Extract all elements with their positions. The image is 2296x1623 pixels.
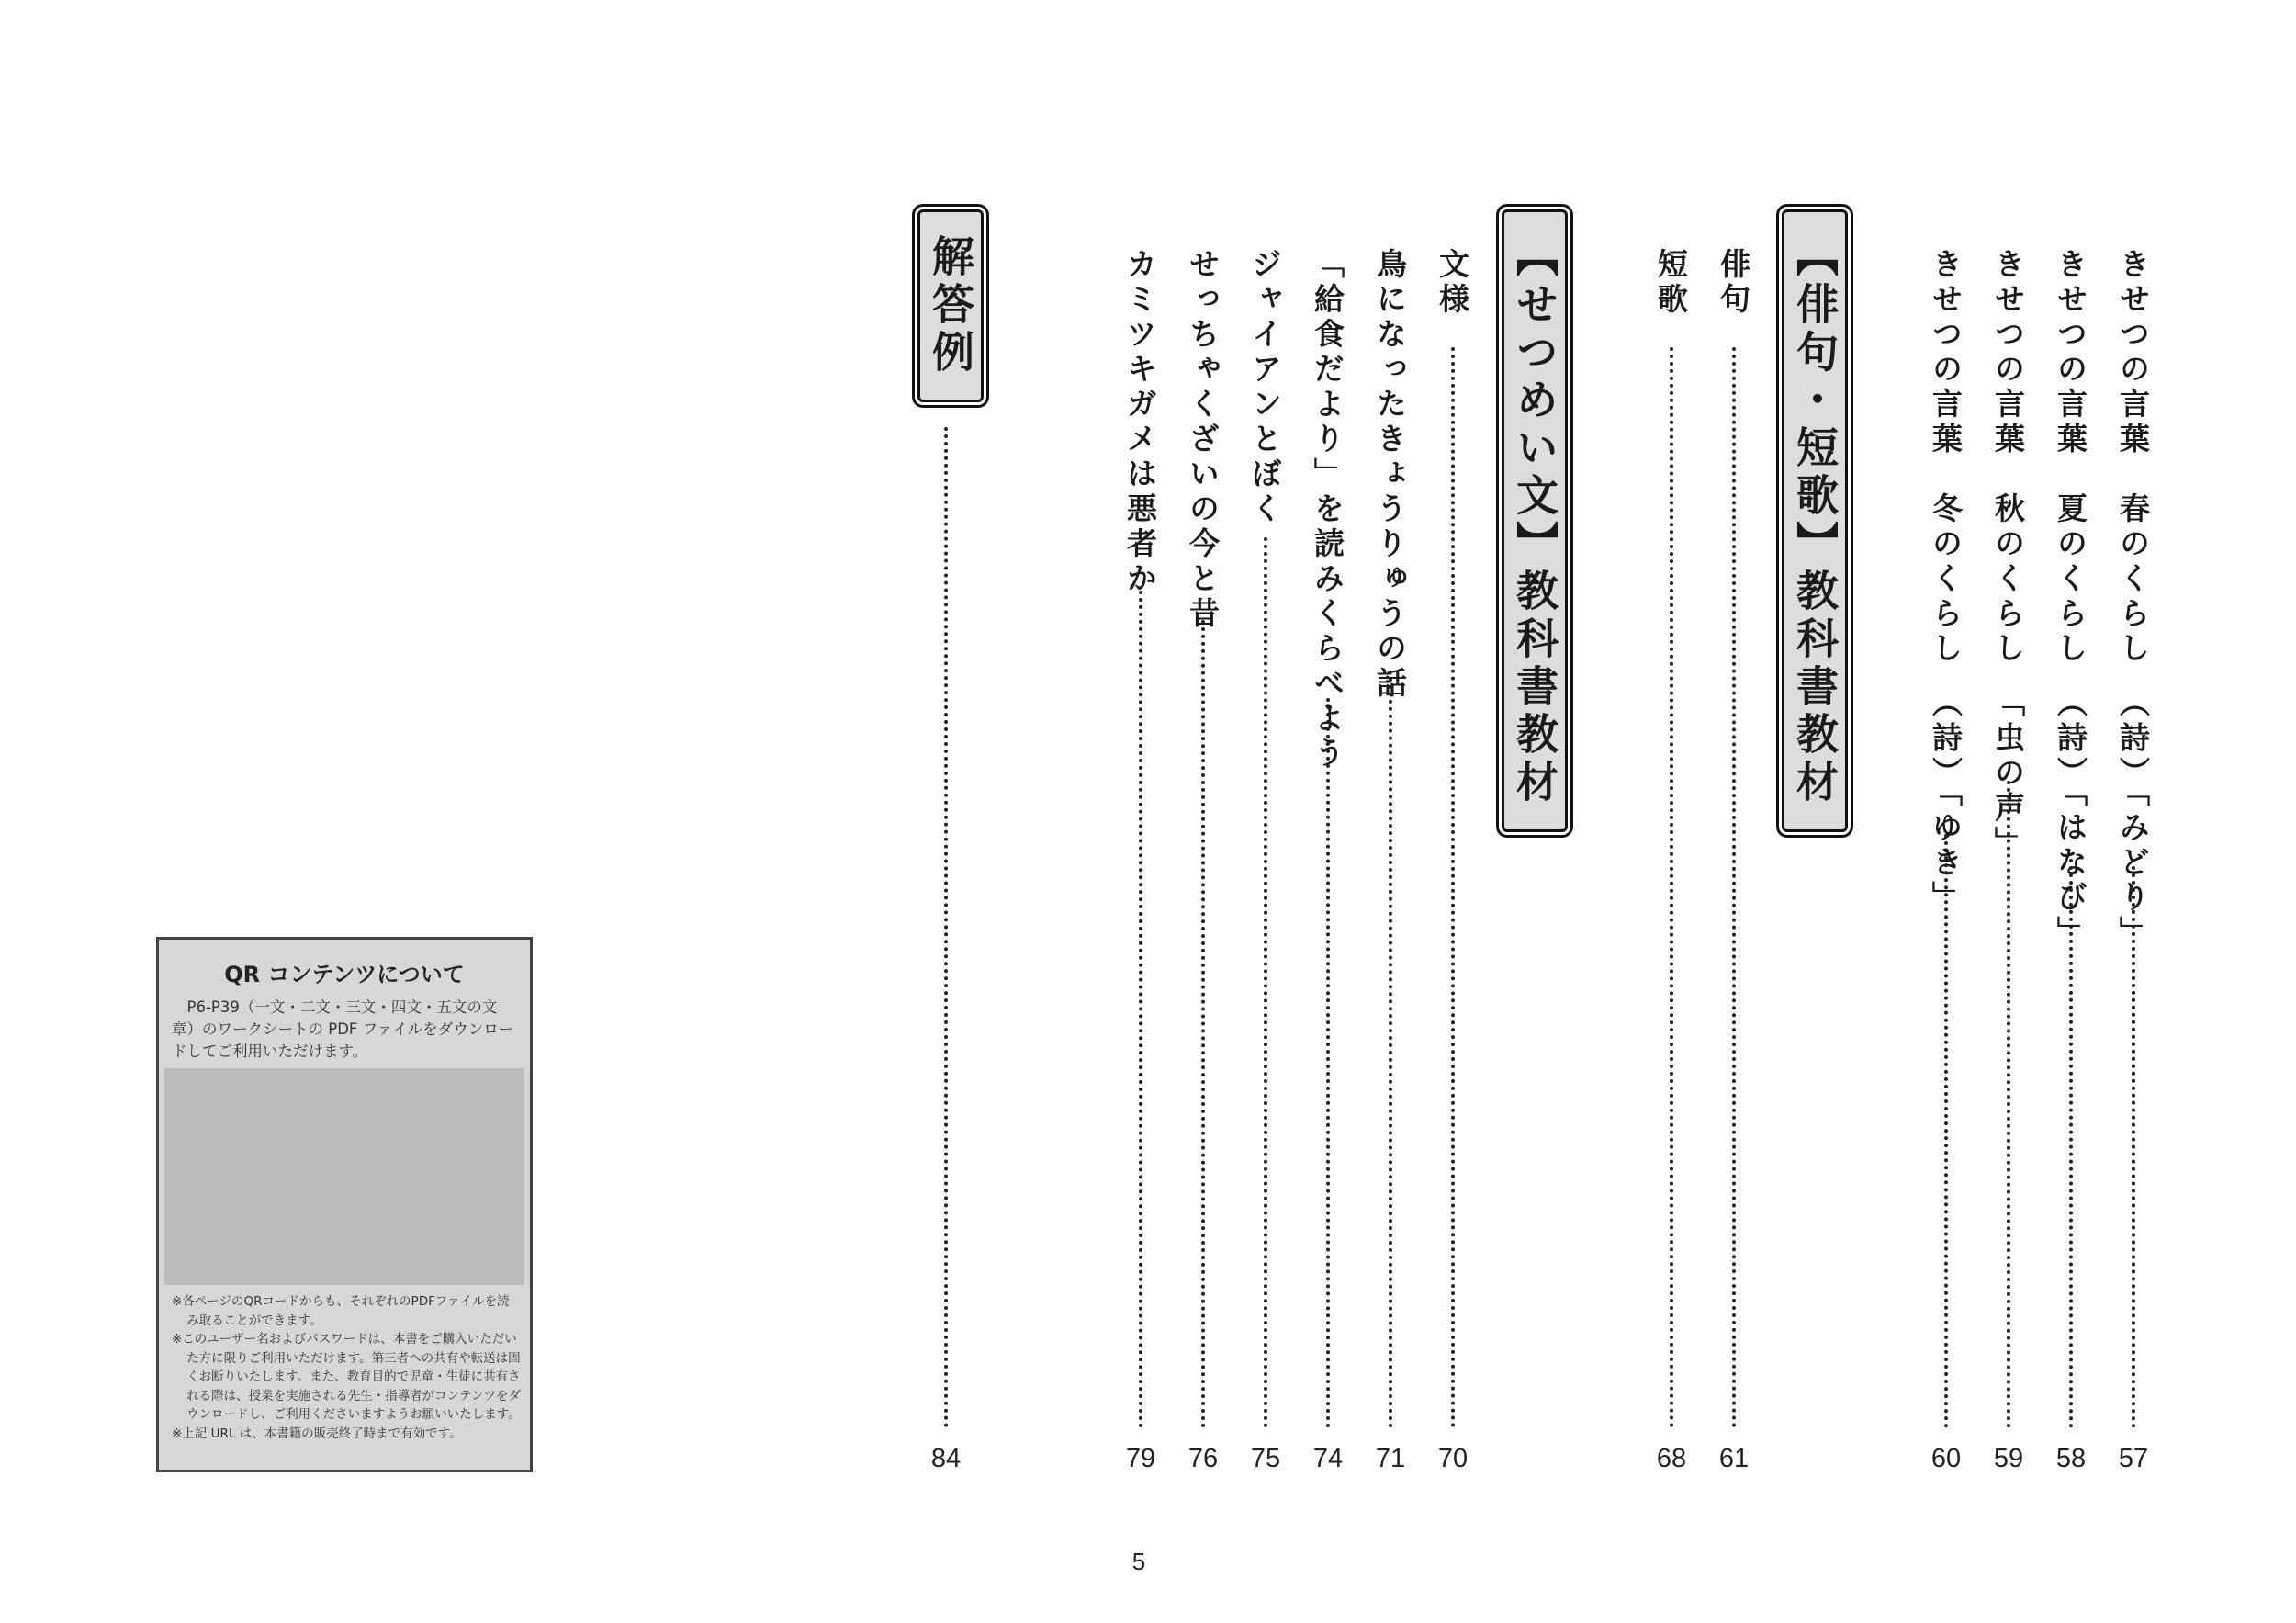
toc-page-number: 68	[1656, 1444, 1687, 1473]
dot-leader	[1944, 834, 1948, 1428]
page-number: 5	[1131, 1548, 1146, 1575]
toc-title-giant[interactable]: ジャイアンとぼく	[1247, 248, 1283, 527]
qr-note: ※このユーザー名およびパスワードは、本書をご購入いただいた方に限りご利用いただけます。第三者への共有や転送は固くお断りいたします。また、教育目的で児童・生徒に共有される際は、授業を実施される先生・指導者がコンテンツをダウンロードし、ご利用くださいますようお願いいたします。	[172, 1332, 522, 1422]
qr-contents-box	[156, 937, 533, 1472]
toc-title-adhesive[interactable]: せっちゃくざいの今と昔	[1185, 248, 1221, 632]
toc-page-number: 76	[1187, 1444, 1219, 1473]
dot-leader	[1732, 347, 1736, 1428]
dot-leader	[1201, 620, 1205, 1428]
toc-page-number: 59	[1993, 1444, 2024, 1473]
toc-title-winter[interactable]: きせつの言葉 冬のくらし （詩）「ゆき」	[1928, 248, 1964, 916]
toc-title-lunch-letter[interactable]: 「給食だより」を読みくらべよう	[1310, 248, 1345, 772]
dot-leader	[2007, 781, 2010, 1428]
toc-title-tanka[interactable]: 短歌	[1653, 248, 1689, 318]
toc-page-number: 79	[1125, 1444, 1156, 1473]
qr-image-placeholder	[164, 1068, 524, 1285]
dot-leader	[944, 427, 948, 1428]
dot-leader	[1389, 671, 1392, 1428]
toc-title-monyo[interactable]: 文様	[1435, 248, 1470, 318]
toc-page-number: 60	[1930, 1444, 1962, 1473]
dot-leader	[1264, 537, 1267, 1428]
toc-page-number: 84	[930, 1444, 962, 1473]
section-banner-answers: 解答例	[917, 209, 984, 402]
toc-page-number: 74	[1312, 1444, 1344, 1473]
toc-title-autumn[interactable]: きせつの言葉 秋のくらし 「虫の声」	[1990, 248, 2026, 862]
toc-page-number: 71	[1375, 1444, 1406, 1473]
section-banner-setsumeibun: 【せつめい文】教科書教材	[1502, 209, 1568, 832]
toc-title-dinosaur[interactable]: 鳥になったきょうりゅうの話	[1372, 248, 1408, 702]
toc-title-snapping-turtle[interactable]: カミツキガメは悪者か	[1122, 248, 1158, 597]
toc-page-number: 61	[1718, 1444, 1750, 1473]
qr-note: ※上記 URL は、本書籍の販売終了時まで有効です。	[172, 1426, 462, 1441]
toc-title-summer[interactable]: きせつの言葉 夏のくらし （詩）「はなび」	[2053, 248, 2088, 951]
toc-title-haiku[interactable]: 俳句	[1716, 248, 1751, 318]
qr-notes	[172, 1292, 521, 1443]
toc-page-number: 58	[2055, 1444, 2087, 1473]
toc-page-number: 70	[1437, 1444, 1469, 1473]
toc-title-spring[interactable]: きせつの言葉 春のくらし （詩）「みどり」	[2115, 248, 2151, 951]
dot-leader	[1326, 698, 1330, 1428]
qr-box-title: QR コンテンツについて	[224, 962, 465, 987]
dot-leader	[1451, 347, 1455, 1428]
dot-leader	[2132, 859, 2135, 1428]
dot-leader	[1670, 347, 1673, 1428]
toc-page-number: 57	[2118, 1444, 2149, 1473]
dot-leader	[1139, 591, 1142, 1428]
toc-page-number: 75	[1250, 1444, 1281, 1473]
qr-box-description: P6-P39（一文・二文・三文・四文・五文の文章）のワークシートの PDF ファイルをダウンロードしてご利用いただけます。	[172, 998, 514, 1060]
qr-note: ※各ページのQRコードからも、それぞれのPDFファイルを読み取ることができます。	[172, 1294, 510, 1328]
section-banner-haiku-tanka: 【俳句・短歌】教科書教材	[1782, 209, 1848, 832]
dot-leader	[2069, 859, 2073, 1428]
